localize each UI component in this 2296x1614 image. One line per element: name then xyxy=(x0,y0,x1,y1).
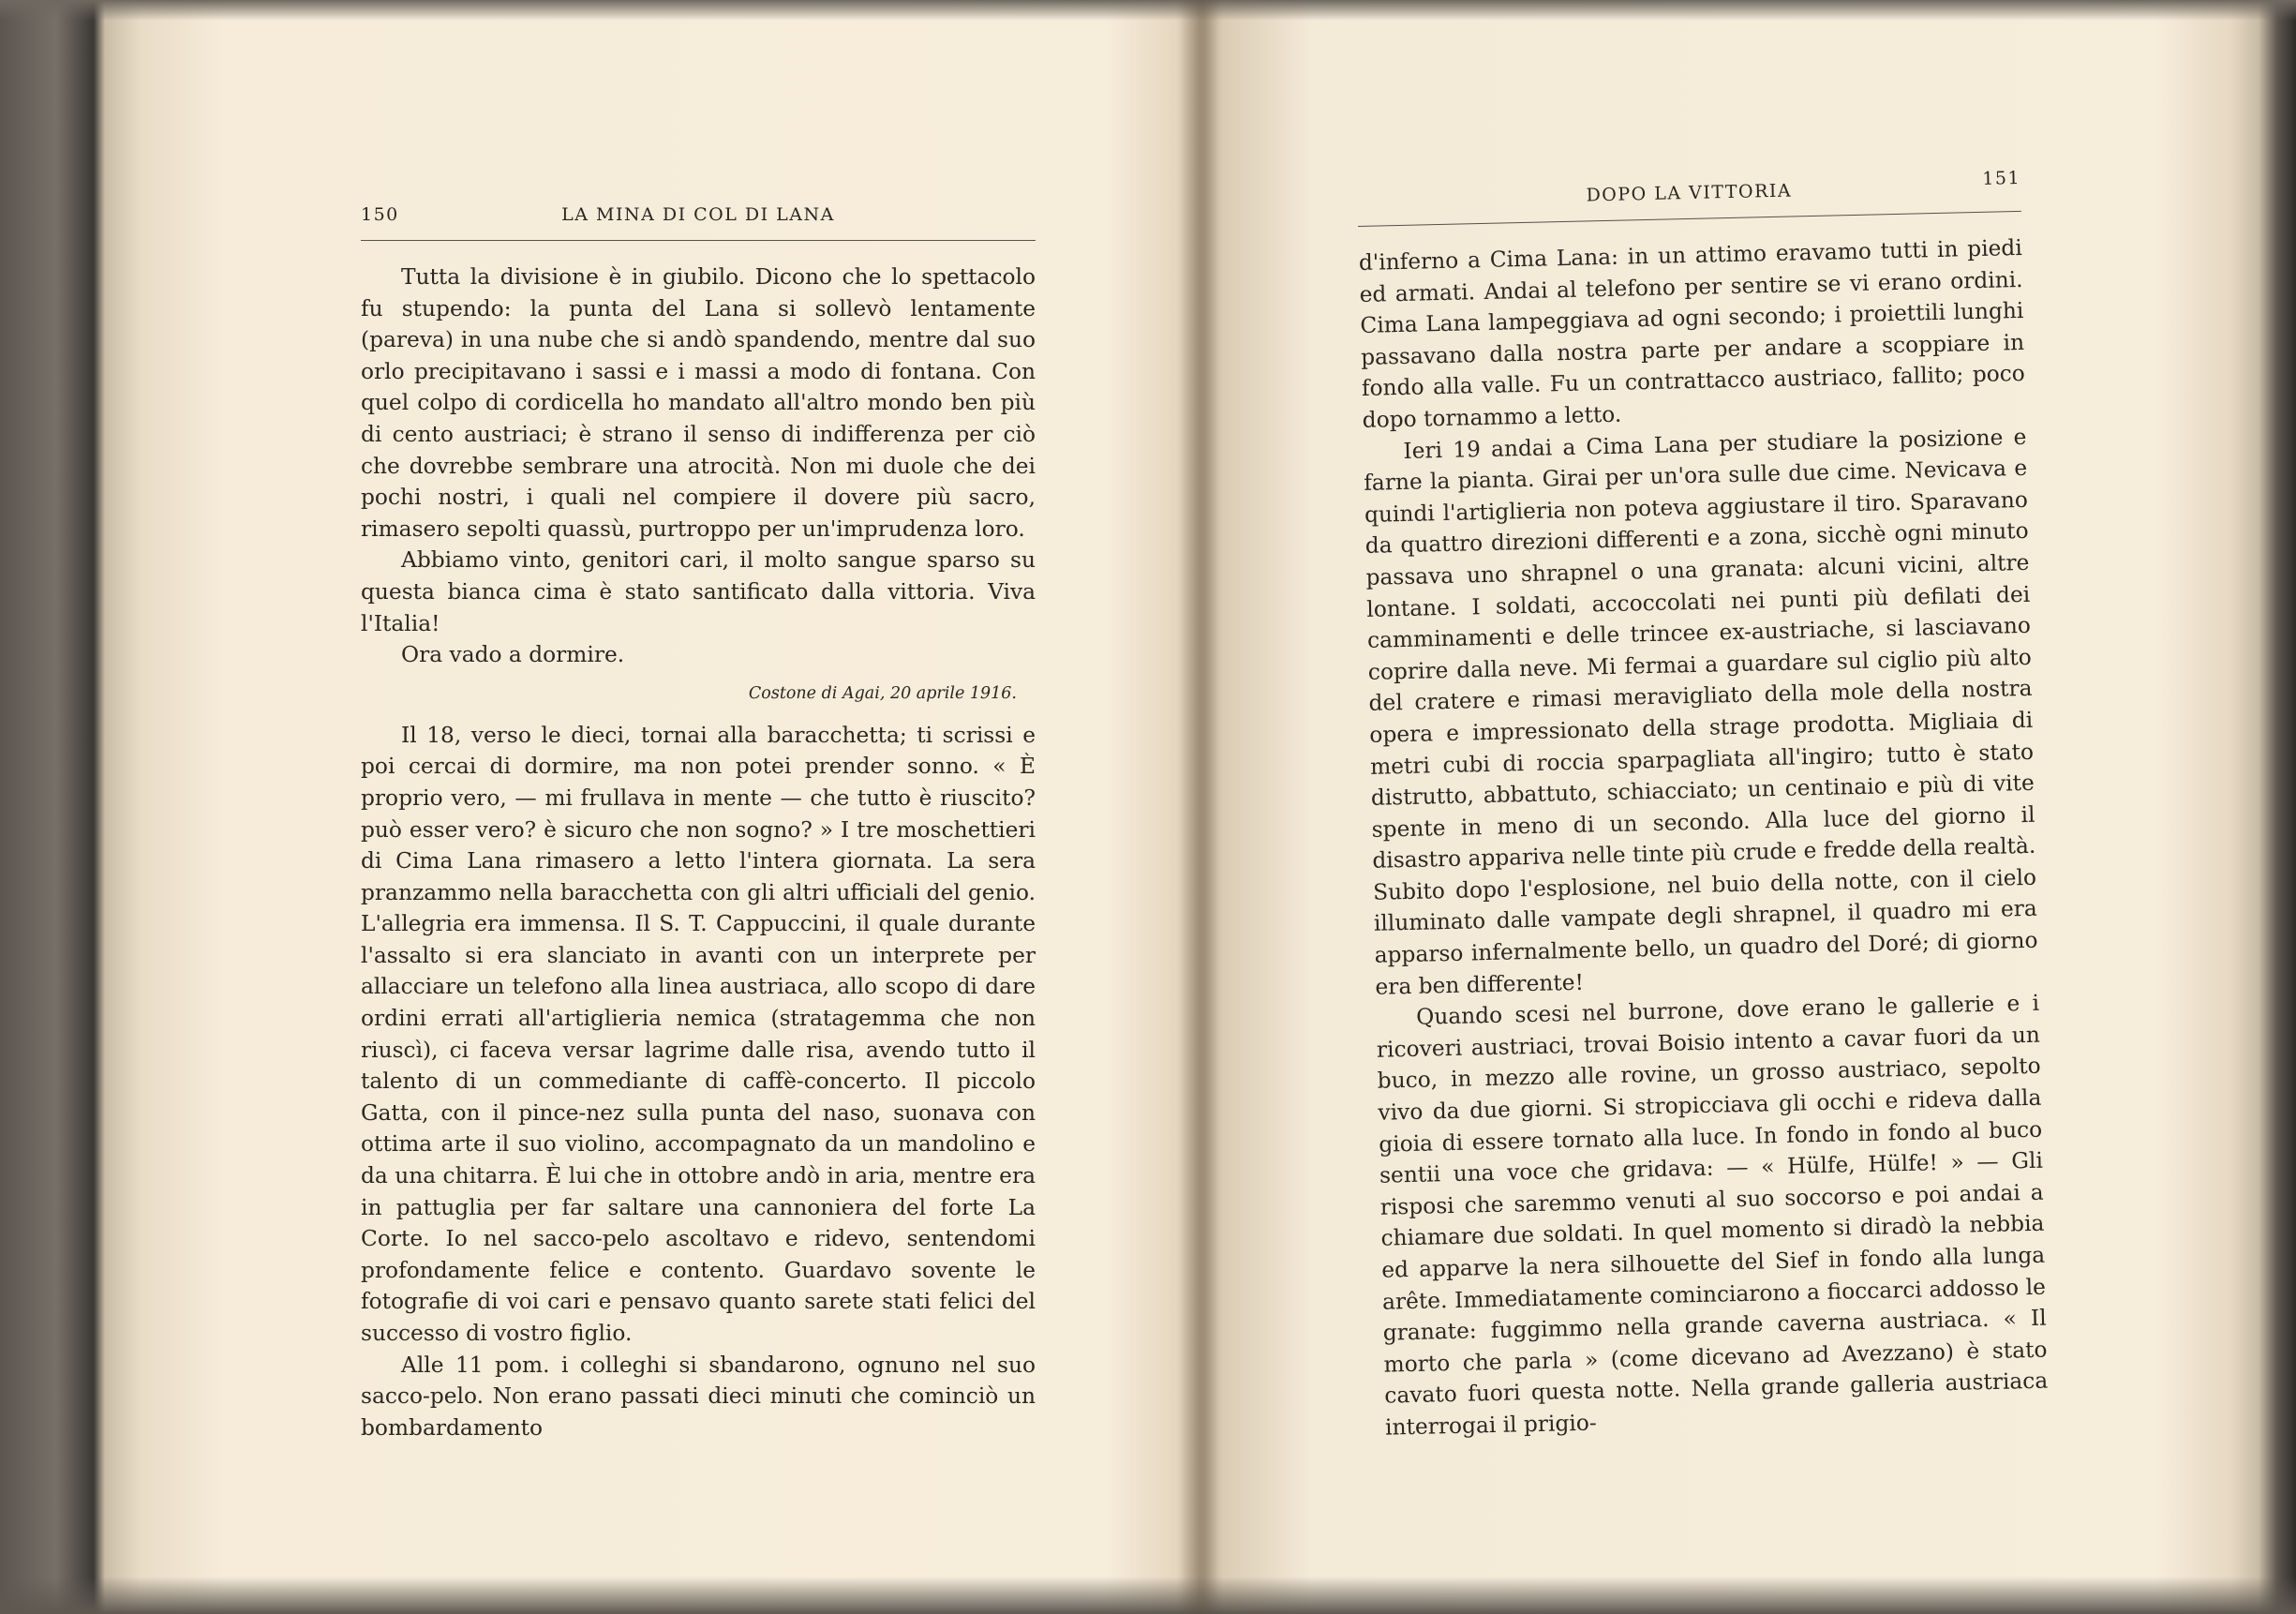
left-page-header xyxy=(361,197,1036,234)
right-paragraph: Ieri 19 andai a Cima Lana per studiare la posizione e farne la pianta. Girai per un'ora sulle due cime. Nevicava e quindi l'artiglieria non poteva aggiustare il tiro. Sparavano da quattro direzioni differenti e a zona, sicchè ogni minuto passava uno shrapnel o una granata: alcuni vicini, altre lontane. I soldati, accoccolati nei punti più defilati dei camminamenti e delle trincee ex-austriache, si lasciavano coprire dalla neve. Mi fermai a guardare sul ciglio più alto del cratere e rimasi meravigliato della mole della nostra opera e impressionato della strage prodotta. Migliaia di metri cubi di roccia sparpagliata all'ingiro; tutto è stato distrutto, abbattuto, schiacciato; un centinaio e più di vite spente in meno di un secondo. Alla luce del giorno il disastro appariva nelle tinte più crude e fredde della realtà. Subito dopo l'esplosione, nel buio della notte, con il cielo illuminato dalle vampate degli shrapnel, il quadro mi era apparso infernalmente bello, un quadro del Doré; di giorno era ben differente! xyxy=(1363,424,2038,1000)
left-paragraph: Abbiamo vinto, genitori cari, il molto sangue sparso su questa bianca cima è stato santificato dalla vittoria. Viva l'Italia! xyxy=(361,547,1036,636)
book-gutter xyxy=(1176,0,1223,1614)
right-running-head: DOPO LA VITTORIA xyxy=(1586,180,1793,206)
left-page xyxy=(361,197,1036,1443)
left-page-number: 150 xyxy=(361,204,399,225)
left-paragraph: Ora vado a dormire. xyxy=(401,642,625,668)
left-running-head: LA MINA DI COL DI LANA xyxy=(561,204,835,225)
right-paragraph: Quando scesi nel burrone, dove erano le gallerie e i ricoveri austriaci, trovai Boisio intento a cavar fuori da un buco, in mezzo alle rovine, un grosso austriaco, sepolto vivo da due giorni. Si stropicciava gli occhi e rideva dalla gioia di essere tornato alla luce. In fondo in fondo al buco sentii una voce che gridava: — « Hülfe, Hülfe! » — Gli risposi che saremmo venuti al suo soccorso e poi andai a chiamare due soldati. In quel momento si diradò la nebbia ed apparve la nera silhouette del Sief in fondo alla lunga arête. Immediatamente cominciarono a fioccarci addosso le granate: fuggimmo nella grande caverna austriaca. « Il morto che parla » (come dicevano ad Avezzano) è stato cavato fuori questa notte. Nella grande galleria austriaca interrogai il prigio- xyxy=(1376,990,2049,1441)
right-page xyxy=(1357,168,2049,1443)
left-paragraph: Tutta la divisione è in giubilo. Dicono che lo spettacolo fu stupendo: la punta del Lana si sollevò lentamente (pareva) in una nube che si andò spandendo, mentre dal suo orlo precipitavano i sassi e i massi a modo di fontana. Con quel colpo di cordicella ho mandato all'altro mondo ben più di cento austriaci; è strano il senso di indifferenza per ciò che dovrebbe sembrare una atrocità. Non mi duole che dei pochi nostri, i quali nel compiere il dovere più sacro, rimasero sepolti quassù, purtroppo per un'imprudenza loro. xyxy=(361,264,1036,542)
left-header-rule xyxy=(361,240,1036,241)
right-paragraph: d'inferno a Cima Lana: in un attimo eravamo tutti in piedi ed armati. Andai al telefono per sentire se vi erano ordini. Cima Lana lampeggiava ad ogni secondo; i proiettili lunghi passavano dalla nostra parte per andare a scoppiare in fondo alla valle. Fu un contrattacco austriaco, fallito; poco dopo tornammo a letto. xyxy=(1358,234,2026,433)
dateline: Costone di Agai, 20 aprile 1916. xyxy=(748,683,1017,703)
page-edge-top xyxy=(0,0,2296,21)
left-paragraph: Il 18, verso le dieci, tornai alla baracchetta; ti scrissi e poi cercai di dormire, ma non potei prender sonno. « È proprio vero, — mi frullava in mente — che tutto è riuscito? può esser vero? è sicuro che non sogno? » I tre moschettieri di Cima Lana rimasero a letto l'intera giornata. La sera pranzammo nella baracchetta con gli altri ufficiali del genio. L'allegria era immensa. Il S. T. Cappuccini, il quale durante l'assalto si era slanciato in avanti con un interprete per allacciare un telefono alla linea austriaca, allo scopo di dare ordini errati all'artiglieria nemica (stratagemma che non riuscì), ci faceva versar lagrime dalle risa, avendo tutto il talento di un commediante di caffè-concerto. Il piccolo Gatta, con il pince-nez sulla punta del naso, suonava con ottima arte il suo violino, accompagnato da un mandolino e da una chitarra. È lui che in ottobre andò in aria, mentre era in pattuglia per far saltare una cannoniera del forte La Corte. Io nel sacco-pelo ascoltavo e ridevo, sentendomi profondamente felice e contento. Guardavo sovente le fotografie di voi cari e pensavo quanto sarete stati felici del successo di vostro figlio. xyxy=(361,722,1036,1346)
page-edge-bottom xyxy=(0,1577,2296,1614)
left-paragraph: Alle 11 pom. i colleghi si sbandarono, ognuno nel suo sacco-pelo. Non erano passati dieci minuti che cominciò un bombardamento xyxy=(361,1352,1036,1441)
right-page-number: 151 xyxy=(1982,167,2021,189)
